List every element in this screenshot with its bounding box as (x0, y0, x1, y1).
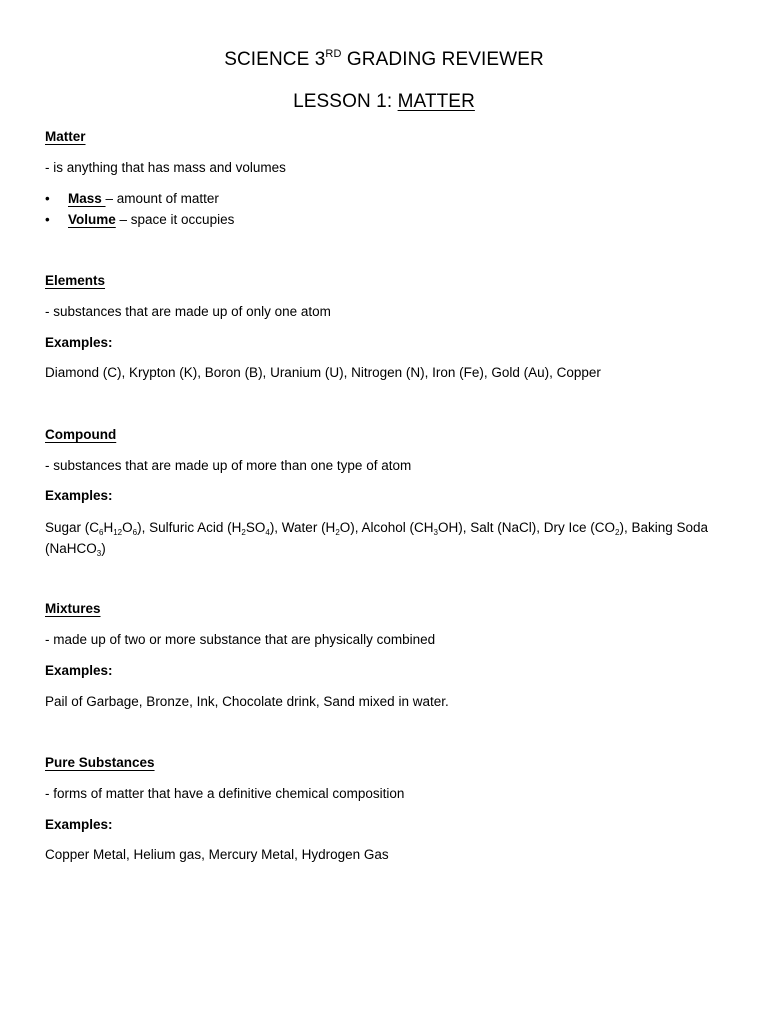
elements-examples: Diamond (C), Krypton (K), Boron (B), Uranium (U), Nitrogen (N), Iron (Fe), Gold (Au), Copper (45, 365, 601, 380)
bullet-description: – amount of matter (105, 191, 219, 206)
mixtures-heading: Mixtures (45, 601, 101, 616)
elements-definition: - substances that are made up of only one atom (45, 304, 331, 319)
mixtures-examples-label: Examples: (45, 663, 113, 678)
bullet-description: – space it occupies (115, 212, 235, 227)
compound-heading: Compound (45, 427, 117, 442)
title-superscript: RD (325, 48, 342, 60)
pure-substances-examples: Copper Metal, Helium gas, Mercury Metal, Hydrogen Gas (45, 847, 389, 862)
pure-substances-heading: Pure Substances (45, 755, 155, 770)
lesson-name: MATTER (397, 91, 475, 112)
matter-definition: - is anything that has mass and volumes (45, 160, 286, 175)
bullet-volume (45, 212, 234, 227)
title-prefix: SCIENCE 3 (224, 49, 326, 70)
mixtures-examples: Pail of Garbage, Bronze, Ink, Chocolate drink, Sand mixed in water. (45, 694, 449, 709)
pure-substances-definition: - forms of matter that have a definitive chemical composition (45, 786, 405, 801)
bullet-term: Mass (68, 191, 106, 206)
bullet-mass (45, 191, 219, 206)
compound-examples: Sugar $(C_6H_{12}O_6)$, Sulfuric Acid $(H_2SO_4)$, Water $(H_2O)$, Alcohol $(CH_3OH)$, Salt (NaCl), Dry Ice $(CO_2)$, Baking Soda (NaHCO$_3$) (45, 520, 709, 558)
pure-substances-examples-label: Examples: (45, 817, 113, 832)
compound-examples-label: Examples: (45, 488, 113, 503)
elements-examples-label: Examples: (45, 335, 113, 350)
bullet-term: Volume (68, 212, 116, 227)
bullet-dot: • (45, 212, 50, 227)
bullet-dot: • (45, 191, 50, 206)
compound-definition: - substances that are made up of more than one type of atom (45, 458, 412, 473)
matter-heading: Matter (45, 129, 86, 144)
elements-heading: Elements (45, 273, 106, 288)
document-title (0, 49, 768, 71)
lesson-title (0, 91, 768, 113)
mixtures-definition: - made up of two or more substance that are physically combined (45, 632, 436, 647)
title-suffix: GRADING REVIEWER (341, 49, 544, 70)
lesson-prefix: LESSON 1: (293, 91, 398, 112)
